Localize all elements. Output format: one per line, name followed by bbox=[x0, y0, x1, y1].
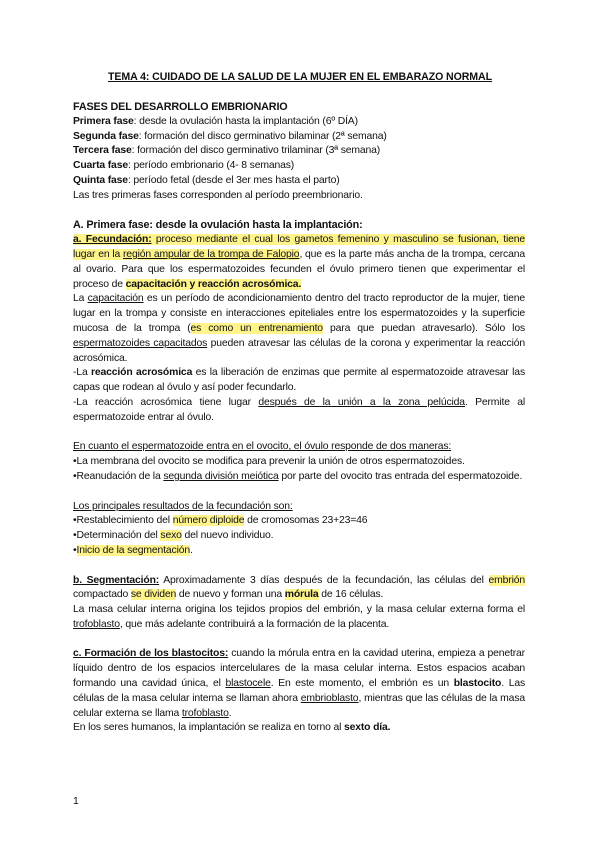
phases-note: Las tres primeras fases corresponden al período preembrionario. bbox=[73, 189, 363, 201]
document-body bbox=[73, 100, 525, 736]
results-heading: Los principales resultados de la fecundación son: bbox=[73, 500, 293, 512]
phase-item: Primera fase: desde la ovulación hasta la implantación (6º DÍA) bbox=[73, 115, 358, 127]
phase-item: Quinta fase: período fetal (desde el 3er mes hasta el parto) bbox=[73, 174, 340, 186]
phase-item: Tercera fase: formación del disco germinativo trilaminar (3ª semana) bbox=[73, 145, 381, 157]
paragraph-segmentacion-2: La masa celular interna origina los tejidos propios del embrión, y la masa celular externa forma el trofoblasto, que más adelante contribuirá a la formación de la placenta. bbox=[73, 604, 525, 630]
response-heading: En cuanto el espermatozoide entra en el ovocito, el óvulo responde de dos maneras: bbox=[73, 441, 452, 453]
phase-item: Segunda fase: formación del disco germinativo bilaminar (2ª semana) bbox=[73, 130, 387, 142]
term-fecundacion: a. Fecundación: bbox=[73, 234, 152, 246]
paragraph-segmentacion: b. Segmentación: Aproximadamente 3 días después de la fecundación, las células del embrión compactado se dividen de nuevo y forman una mórula de 16 células. bbox=[73, 574, 525, 601]
list-item: •Determinación del sexo del nuevo individuo. bbox=[73, 530, 274, 542]
page-title: TEMA 4: CUIDADO DE LA SALUD DE LA MUJER EN EL EMBARAZO NORMAL bbox=[108, 71, 492, 83]
list-item: •Reanudación de la segunda división meiótica por parte del ovocito tras entrada del espermatozoide. bbox=[73, 470, 523, 482]
list-item: •La membrana del ovocito se modifica para prevenir la unión de otros espermatozoides. bbox=[73, 456, 465, 468]
paragraph-fecundacion: a. Fecundación: proceso mediante el cual los gametos femenino y masculino se fusionan, tiene lugar en la región ampular de la trompa de Falopio, que es la parte más ancha de la trompa, cercana al ovario. Para que los espermatozoides fecunden el óvulo primero tienen que experimentar el proceso de capacitación y reacción acrosómica. bbox=[73, 234, 525, 290]
list-item: •Restablecimiento del número diploide de cromosomas 23+23=46 bbox=[73, 515, 368, 527]
paragraph-capacitacion: La capacitación es un período de acondicionamiento dentro del tracto reproductor de la mujer, tiene lugar en la trompa y consiste en interacciones epiteliales entre los espermatozoides y la superficie mucosa de la trompa (es como un entrenamiento para que puedan atravesarlo). Sólo los espermatozoides capacitados pueden atravesar las células de la corona y experimentar la reacción acrosómica. bbox=[73, 293, 526, 364]
phase-list bbox=[73, 115, 525, 189]
list-item: •Inicio de la segmentación. bbox=[73, 544, 193, 556]
section-heading-a: A. Primera fase: desde la ovulación hasta la implantación: bbox=[73, 219, 363, 232]
section-heading-fases: FASES DEL DESARROLLO EMBRIONARIO bbox=[73, 101, 288, 113]
paragraph-implantacion: En los seres humanos, la implantación se realiza en torno al sexto día. bbox=[73, 722, 391, 734]
paragraph-reaccion-2: -La reacción acrosómica tiene lugar después de la unión a la zona pelúcida. Permite al espermatozoide entrar al óvulo. bbox=[73, 396, 525, 423]
term-blastocitos: c. Formación de los blastocitos: bbox=[73, 648, 229, 660]
paragraph-blastocitos: c. Formación de los blastocitos: cuando la mórula entra en la cavidad uterina, empieza a penetrar líquido dentro de los espacios intercelulares de la masa celular interna. Estos espacios acaban formando una cavidad única, el blastocele. En este momento, el embrión es un blastocito. Las células de la masa celular interna se llaman ahora embrioblasto, mientras que las células de la masa celular externa se llama trofoblasto. bbox=[73, 648, 525, 719]
page-number: 1 bbox=[73, 796, 79, 807]
paragraph-reaccion: -La reacción acrosómica es la liberación de enzimas que permite al espermatozoide atravesar las capas que rodean al óvulo y así poder fecundarlo. bbox=[73, 367, 525, 394]
phase-item: Cuarta fase: período embrionario (4- 8 semanas) bbox=[73, 160, 295, 172]
term-segmentacion: b. Segmentación: bbox=[73, 574, 160, 586]
